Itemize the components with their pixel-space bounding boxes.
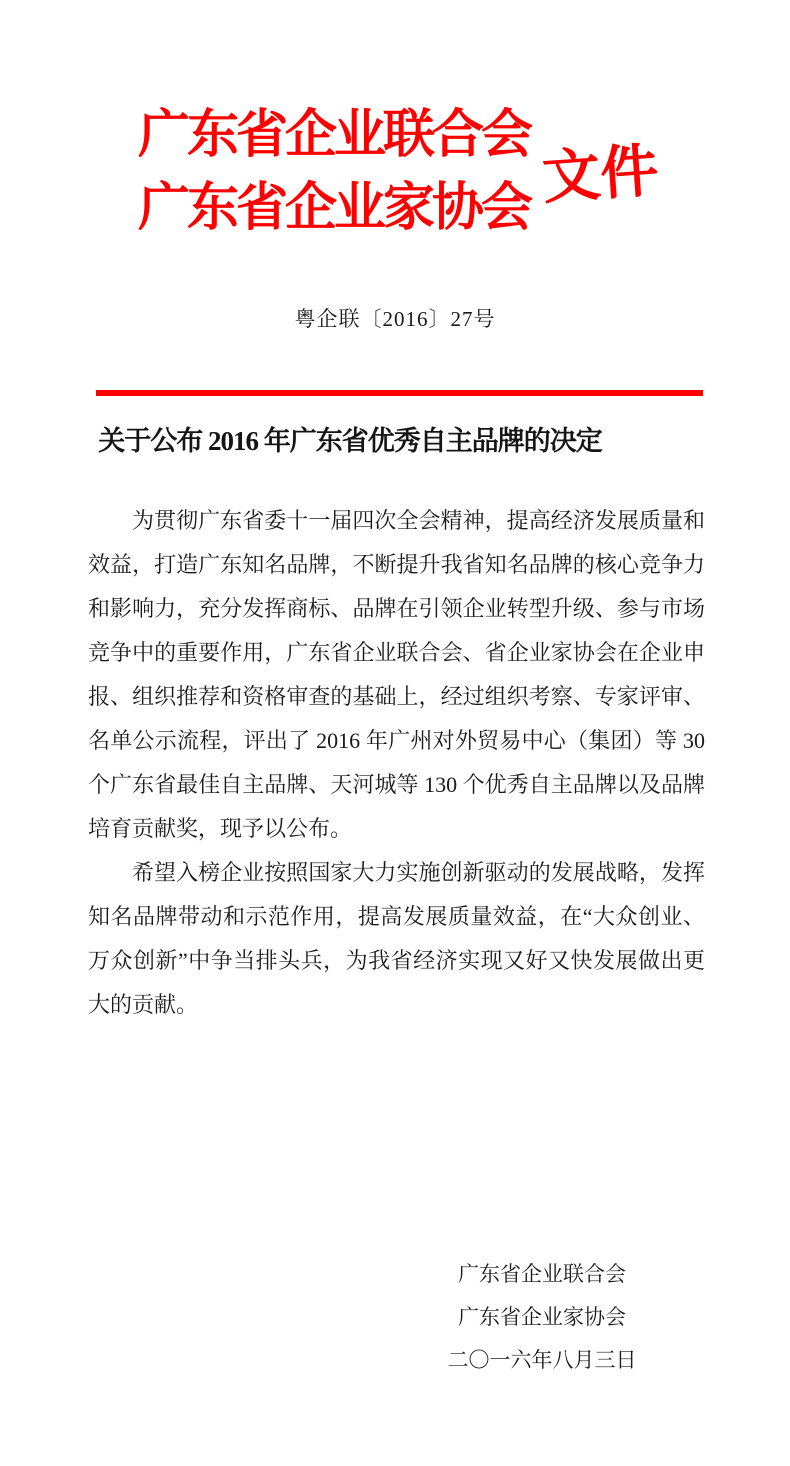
- paragraph-1-line: 为贯彻广东省委十一届四次全会精神，提高经济发展质量和: [132, 508, 705, 533]
- paragraph-1-line: 报、组织推荐和资格审查的基础上，经过组织考察、专家评审、: [88, 684, 705, 709]
- paragraph-1-line: 个广东省最佳自主品牌、天河城等 130 个优秀自主品牌以及品牌: [88, 772, 705, 797]
- paragraph-1-line: 效益，打造广东知名品牌，不断提升我省知名品牌的核心竞争力: [88, 552, 705, 577]
- doc-number: 粤企联〔2016〕27号: [294, 307, 496, 331]
- paragraph-2-line: 大的贡献。: [88, 992, 199, 1017]
- signature-block: [342, 1253, 742, 1382]
- paragraph-1-line: 和影响力，充分发挥商标、品牌在引领企业转型升级、参与市场: [88, 596, 705, 621]
- letterhead-org1: 广东省企业联合会: [138, 107, 531, 164]
- paragraph-1-line: 培育贡献奖，现予以公布。: [88, 816, 353, 841]
- signature-date: 二〇一六年八月三日: [447, 1348, 637, 1372]
- signature-org2: 广东省企业家协会: [458, 1305, 626, 1329]
- red-divider-rule: [96, 390, 703, 396]
- document-body: [88, 499, 705, 1027]
- paragraph-2-line: 万众创新”中争当排头兵，为我省经济实现又好又快发展做出更: [88, 948, 705, 973]
- paragraph-1-line: 名单公示流程，评出了 2016 年广州对外贸易中心（集团）等 30: [88, 728, 705, 753]
- letterhead: [138, 99, 661, 245]
- letterhead-org2: 广东省企业家协会: [138, 180, 531, 237]
- paragraph-1-line: 竞争中的重要作用，广东省企业联合会、省企业家协会在企业申: [88, 640, 705, 665]
- signature-org1: 广东省企业联合会: [458, 1262, 626, 1286]
- paragraph-2-line: 希望入榜企业按照国家大力实施创新驱动的发展战略，发挥: [132, 860, 705, 885]
- document-title: 关于公布 2016 年广东省优秀自主品牌的决定: [98, 426, 602, 456]
- letterhead-file-label: 文件: [540, 138, 661, 211]
- paragraph-2-line: 知名品牌带动和示范作用，提高发展质量效益，在“大众创业、: [88, 904, 705, 929]
